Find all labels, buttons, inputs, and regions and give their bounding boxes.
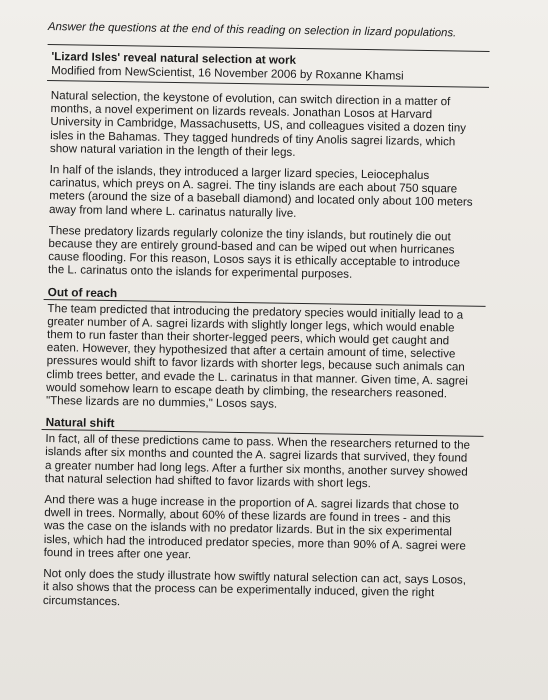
natural-shift-paragraph-1: In fact, all of these predictions came to pass. When the researchers returned to the islands after six months and counted the A. sagrei lizards that survived, they found a greater number had long legs. After a further six months, another survey showed that natural selection had shifted to favor lizards with short legs. (44, 432, 471, 491)
instruction-text: Answer the questions at the end of this reading on selection in lizard populations. (47, 20, 457, 40)
article-title: 'Lizard Isles' reveal natural selection at work (51, 50, 297, 67)
natural-shift-paragraph-3: Not only does the study illustrate how swiftly natural selection can act, says Losos, it also shows that the process can be experimentally induced, given the right circumstances. (42, 567, 467, 608)
section-heading-natural-shift: Natural shift (42, 415, 484, 437)
intro-paragraph-1: Natural selection, the keystone of evolution, can switch direction in a matter of months, a novel experiment on lizards reveals. Jonathan Losos at Harvard University in Cambridge, Massachusetts, US, and colleagues visited a dozen tiny isles in the Bahamas. They tagged hundreds of tiny Anolis sagrei lizards, which show natural variation in the length of their legs. (49, 89, 467, 159)
article-source: Modified from NewScientist, 16 November 2006 by Roxanne Khamsi (51, 63, 404, 83)
natural-shift-paragraph-2: And there was a huge increase in the proportion of A. sagrei lizards that chose to dwell in trees. Normally, about 60% of these lizards are found in trees - and this was the case on the islands with no predator lizards. But in the six experimental isles, which had the introduced predator species, more than 90% of A. sagrei were found in trees after one year. (43, 493, 467, 562)
out-of-reach-paragraph: The team predicted that introducing the predatory species would initially lead to a greater number of A. sagrei lizards with slightly longer legs, which would enable them to run faster than their shorter-legged peers, which would get caught and eaten. However, they hypothesized that after a certain amount of time, selective pressures would shift to favor lizards with shorter legs, because such animals can climb trees better, and evade the L. carinatus in that manner. Given time, A. sagrei would somehow learn to escape death by climbing, the researchers reasoned. "These lizards are no dummies," Losos says. (45, 301, 468, 411)
section-heading-out-of-reach: Out of reach (44, 285, 486, 307)
article-header (47, 44, 490, 88)
intro-paragraph-2: In half of the islands, they introduced a larger lizard species, Leiocephalus carinatus, which preys on A. sagrei. The tiny islands are each about 750 square meters (around the size of a baseball diamond) and located only about 100 meters away from land where L. carinatus naturally live. (48, 163, 473, 220)
intro-paragraph-3: These predatory lizards regularly colonize the tiny islands, but routinely die out because they are entirely ground-based and can be wiped out when hurricanes cause flooding. For this reason, Losos says it is ethically acceptable to introduce the L. carinatus onto the islands for experimental purposes. (47, 223, 461, 282)
reading-content (39, 20, 490, 622)
